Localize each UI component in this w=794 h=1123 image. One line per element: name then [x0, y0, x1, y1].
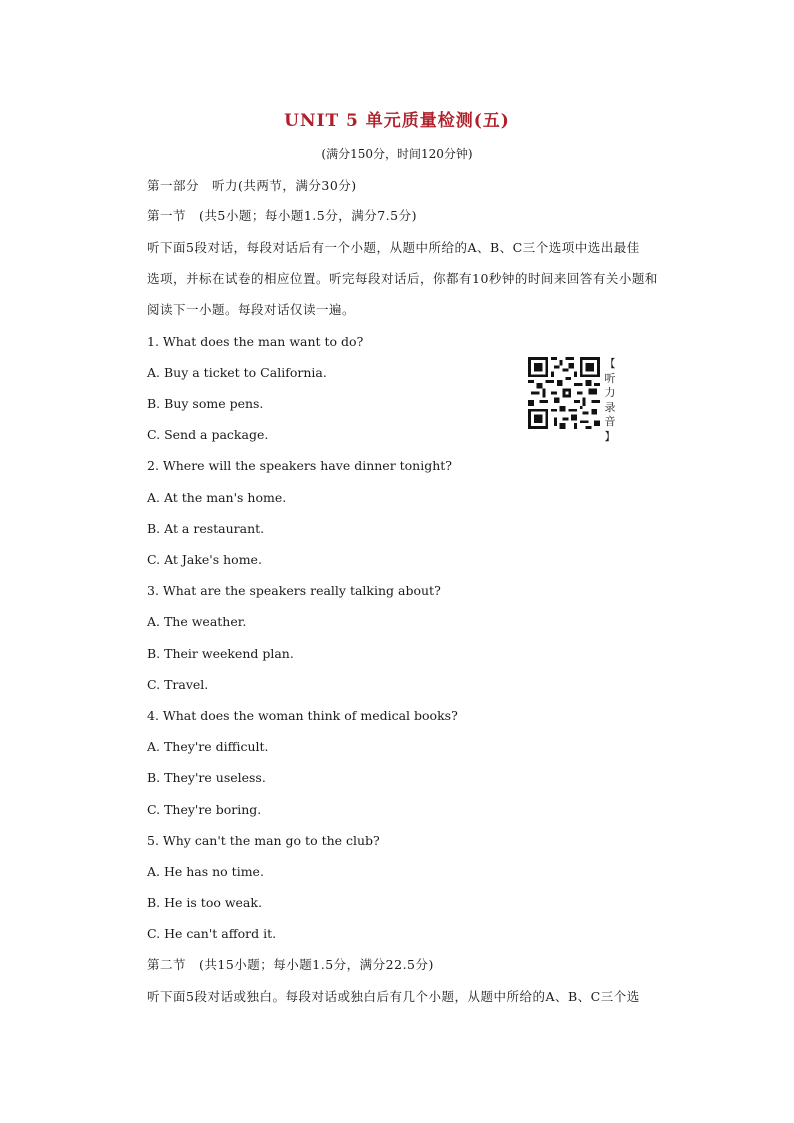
option-3a: A. The weather. — [147, 614, 247, 629]
question-1: 1. What does the man want to do? — [147, 334, 364, 349]
instruction-line: 听下面5段对话或独白。每段对话或独白后有几个小题，从题中所给的A、B、C三个选 — [147, 989, 640, 1004]
page-title: UNIT 5 单元质量检测(五) — [284, 111, 510, 131]
option-5b: B. He is too weak. — [147, 895, 262, 910]
option-3c: C. Travel. — [147, 677, 209, 692]
option-5c: C. He can't afford it. — [147, 926, 277, 941]
question-2: 2. Where will the speakers have dinner tonight? — [147, 458, 453, 473]
qr-code-icon[interactable] — [528, 357, 600, 429]
option-2c: C. At Jake's home. — [147, 552, 262, 567]
section-heading-1: 第一节 (共5小题；每小题1.5分，满分7.5分) — [147, 208, 417, 223]
option-2b: B. At a restaurant. — [147, 521, 265, 536]
qr-code-label: 【 听 力 录 音 】 — [604, 357, 616, 443]
question-3: 3. What are the speakers really talking about? — [147, 583, 441, 598]
option-5a: A. He has no time. — [147, 864, 264, 879]
question-5: 5. Why can't the man go to the club? — [147, 833, 380, 848]
instruction-line: 听下面5段对话，每段对话后有一个小题，从题中所给的A、B、C三个选项中选出最佳 — [147, 240, 640, 255]
option-4c: C. They're boring. — [147, 802, 262, 817]
option-2a: A. At the man's home. — [147, 490, 287, 505]
option-3b: B. Their weekend plan. — [147, 646, 294, 661]
page-subtitle: (满分150分，时间120分钟) — [321, 147, 473, 161]
option-4a: A. They're difficult. — [147, 739, 269, 754]
instruction-line: 选项，并标在试卷的相应位置。听完每段对话后，你都有10秒钟的时间来回答有关小题和 — [147, 271, 658, 286]
section-heading-2: 第二节 (共15小题；每小题1.5分，满分22.5分) — [147, 957, 434, 972]
option-1b: B. Buy some pens. — [147, 396, 264, 411]
instruction-line: 阅读下一小题。每段对话仅读一遍。 — [147, 302, 356, 317]
option-4b: B. They're useless. — [147, 770, 266, 785]
part-heading: 第一部分 听力(共两节，满分30分) — [147, 178, 357, 193]
option-1c: C. Send a package. — [147, 427, 269, 442]
question-4: 4. What does the woman think of medical books? — [147, 708, 458, 723]
option-1a: A. Buy a ticket to California. — [147, 365, 327, 380]
